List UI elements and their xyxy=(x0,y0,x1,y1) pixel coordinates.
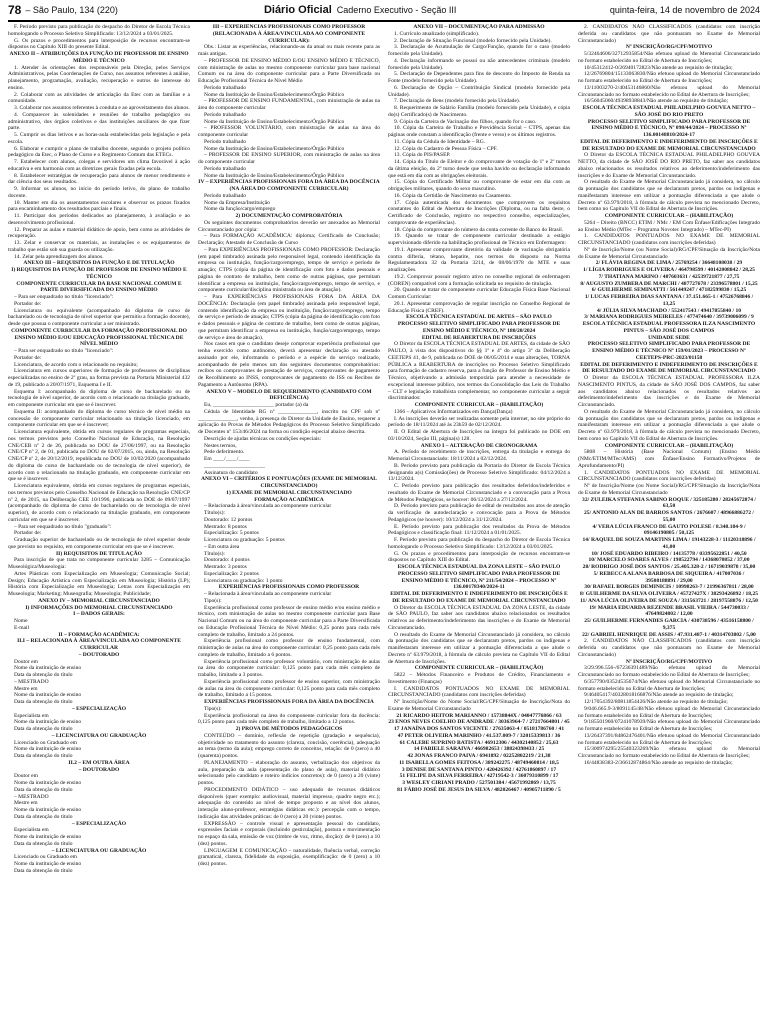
paragraph: 3 WESLEY CIRIANI PRADO / 527501384 / 45671992869 / 13,75 xyxy=(402,780,556,786)
paragraph: Mestrado: 8 pontos xyxy=(204,523,247,530)
paragraph: 5/32464606/32712935854/Não efetuou upload do Memorial Circunstanciado no formato estabelecido no Edital de Abertura de Inscrições; xyxy=(578,51,760,64)
city-edition: – São Paulo, 134 (220) xyxy=(25,5,118,15)
paragraph: Doutor em xyxy=(14,773,38,780)
paragraph: EDITAL DE DEFERIMENTO E INDEFERIMENTO DE INSCRIÇÕES E DE RESULTADO DO EXAME DE MEMORIAL CIRCUNSTANCIADO xyxy=(390,591,568,604)
paragraph: Mestre em xyxy=(14,685,38,692)
paragraph: Data da obtenção do título xyxy=(14,672,73,678)
paragraph: Nome da instituição de ensino xyxy=(14,861,82,867)
paragraph: I. As inscrições deverão ser realizadas somente pela internet, no site próprio do período de 18/11/2024 até às 23h59 de 02/12/2024. xyxy=(388,415,570,429)
text-column-4 xyxy=(578,24,760,1020)
paragraph: 13/26437391/84862476401/Não efetuou upload do Memorial Circunstanciado no formato estabelecido no Edital de Abertura de Inscrições; xyxy=(578,732,760,746)
paragraph: 9. Cópia da Carteira de Vacinação dos filhos, quando for o caso. xyxy=(394,118,537,125)
paragraph: Tipo(s): xyxy=(204,597,222,604)
paragraph: Eu, ______________________ portador (a) da xyxy=(204,402,309,408)
paragraph: EDITAL DE DEFERIMENTO E INDEFERIMENTO DE INSCRIÇÕES E DE RESULTADO DO EXAME DE MEMORIAL CIRCUNSTANCIADO xyxy=(580,138,758,152)
paragraph: – PROFESSOR DE ENSINO FUNDAMENTAL, com ministração de aulas na área do componente curricular xyxy=(198,98,380,111)
paragraph: Esquema II: acompanhado do diploma de curso técnico de nível médio na concessão de componente curricular relacionado na titulação licenciado, em componente curricular em que se é inscrever; xyxy=(8,408,190,429)
paragraph: Os seguintes documentos comprobatórios deverão ser anexados ao Memorial Circunstanciado por cópia: xyxy=(198,219,380,233)
paragraph: 12. Cópia do Cadastro de Pessoa Física – CPF. xyxy=(394,145,498,152)
paragraph: Experiência profissional como professor de ensino superior, com ministração de aulas na área do componente curricular: 0,125 ponto para cada mês completo de trabalho, limitado a 15 pontos. xyxy=(198,678,380,699)
paragraph: 2) PROVA DE MÉTODOS PEDAGÓGICOS xyxy=(235,726,343,732)
paragraph: 14. Cópia do Título de Eleitor e do comprovante de votação do 1º e 2º turnos da última eleição, do 2º turno desde que tenha havido ou declaração informando que está em dia com as obrigações eleitorais. xyxy=(388,159,570,179)
paragraph: Licenciatura ou graduação: 5 pontos xyxy=(204,537,285,543)
paragraph: Experiência profissional na área do componente curricular fora da docência: 0,125 ponto para cada mês completo de trabalho, limitado a 12 pontos. xyxy=(198,712,380,726)
paragraph: Data da obtenção do título xyxy=(14,840,73,847)
paragraph: O Diretor da ESCOLA TÉCNICA ESTADUAL DA ZONA LESTE, da cidade de SÃO PAULO, faz saber aos candidatos abaixo relacionados os resultados relativos ao deferimento/indeferimento das inscrições e do Exame de Memorial Circunstanciado. xyxy=(388,604,570,631)
paragraph: – DOUTORADO xyxy=(78,766,120,773)
text-column-2 xyxy=(198,24,380,1020)
paragraph: ANEXO VII – DOCUMENTAÇÃO PARA ADMISSÃO xyxy=(413,24,545,30)
paragraph: 5808 – História (Base Nacional Comum) (Ensino Médio (NMc/ETIM/MTec/AMS) com Ênfase/Ensino Formativo/Projetos de Aprofundamento/PI) xyxy=(578,449,760,469)
paragraph: Nome da Instituição de Ensino/Estabelecimento/Órgão Público xyxy=(204,118,345,125)
paragraph: 17 JANAÍNA DOS SANTOS VICENTE / 27635063-4 / 05181786760 / 41 xyxy=(393,726,565,732)
paragraph: 3. Declaração de Acumulação de Cargo/Função, quando for o caso (modelo fornecido pela Unidade). xyxy=(388,44,570,57)
paragraph: 1366 – Aplicativos Informatizados em Dança(Dança) xyxy=(394,408,513,415)
paragraph: 20. Quando se tratar do componente curricular Educação Física Base Nacional Comum Curricular: xyxy=(388,287,570,300)
paragraph: Experiência profissional como professor voluntário, com ministração de aulas na área do componente curricular: 0,125 ponto para cada mês completo de trabalho, limitado a 3 pontos. xyxy=(198,658,380,678)
paragraph: 13. Zelar e conservar os materiais, as instalações e os equipamentos de trabalho que estão sob sua guarda ou utilização. xyxy=(8,240,190,253)
paragraph: Licenciado ou Graduado em xyxy=(14,854,77,861)
paragraph: 5264 – Direito (BNCC) ETIM / NMc / EM Com Ênfase/Edificações Integrado ao Ensino Médio (MTec – Programa Novotec Integrado) – MTec-PI) xyxy=(578,219,760,233)
text-column-1 xyxy=(8,24,190,1020)
paragraph: I) REQUISITOS DA FUNÇÃO DE PROFESSOR DE ENSINO MÉDIO E TÉCNICO xyxy=(11,267,187,280)
paragraph: 11. Participar dos períodos dedicados ao planejamento, à avaliação e ao desenvolvimento profissional. xyxy=(8,213,190,226)
paragraph: – LICENCIATURA OU GRADUAÇÃO xyxy=(51,732,147,739)
paragraph: Esquema I: acompanhado do diploma de curso de bacharelado ou de tecnologia de nível superior, de acordo com o relacionado na titulação graduado, em componente curricular em que se é inscrever. xyxy=(8,388,190,408)
paragraph: PROCESSO SELETIVO SIMPLIFICADO PARA PROFESSOR DE ENSINO MÉDIO E TÉCNICO, Nº 211/54/2024 – PROCESSO Nº 136.00178340/2024-11 xyxy=(397,570,561,591)
paragraph: I. CANDIDATOS PONTUADOS NO EXAME DE MEMORIAL CIRCUNSTANCIADO (candidatos com inscrições deferidas) xyxy=(388,685,570,699)
paragraph: 2/ FLÁVIA REGINA DE LIMA / 25769254 / 36648108038 / 29 xyxy=(595,260,743,267)
paragraph: Pede deferimento. xyxy=(204,449,245,456)
paragraph: 4. Declaração informando se possui ou não antecedentes criminais (modelo fornecido pela Unidade). xyxy=(388,57,570,71)
paragraph: – PROFESSOR DE ENSINO MÉDIO E/OU ENSINO MÉDIO E TÉCNICO, com ministração de aulas no mesmo componente curricular para base nacional Comum ou na área do componente curricular para a Parte Diversificada ou Educação Profissional Técnica de Nível Médio xyxy=(198,57,380,84)
paragraph: 51 FELIPE DA SILVA FERREIRA / 42719542-3 / 36079310899 / 17 xyxy=(399,773,559,780)
paragraph: Nome da Instituição de Ensino/Estabelecimento/Órgão Público xyxy=(204,145,345,152)
paragraph: ESCOLA TÉCNICA ESTADUAL DE ARTES – SÃO PAULO xyxy=(406,314,552,321)
paragraph: COMPONENTE CURRICULAR DA FORMAÇÃO PROFISSIONAL DO ENSINO MÉDIO E/OU EDUCAÇÃO PROFISSIONAL TÉCNICA DE NÍVEL MÉDIO xyxy=(11,327,187,348)
paragraph: PROCESSO SELETIVO SIMPLIFICADO PARA PROFESSOR DE ENSINO MÉDIO E TÉCNICO, Nº 180/20/2024 xyxy=(397,321,561,334)
paragraph: 81 FÁBIO JOSÉ DE JESUS DA SILVA / 482026467 / 40905711890 / 5 xyxy=(397,786,561,793)
paragraph: 19/ MARIA EDUARDA REZENDE BRASIL VIEIRA / 544730033 / 47649824802 / 12,00 xyxy=(589,604,749,618)
paragraph: PROCESSO SELETIVO SIMPLIFICADO PARA PROFESSOR DE ENSINO MÉDIO E TÉCNICO, Nº 098/44/2024 – PROCESSO Nº 136.00148810/2024-17 xyxy=(587,118,751,138)
paragraph: ______________________ xyxy=(204,462,266,469)
paragraph: Graduação superior de bacharelado ou de tecnologia de nível superior desde que previsto no requisito, em componente curricular em que se é inscrever. xyxy=(8,537,190,550)
paragraph: 2) DOCUMENTAÇÃO COMPROBATÓRIA xyxy=(235,213,343,219)
paragraph: 19.2. Comprovar possuir registro ativo no conselho regional de enfermagem (COREN) compatível com a formação solicitada no requisito de titulação. xyxy=(388,273,570,287)
paragraph: – Relacionada à área/vinculada ao componente curricular xyxy=(204,591,332,597)
paragraph: Nome da instituição de ensino xyxy=(14,834,82,840)
paragraph: Nome da instituição de ensino xyxy=(14,665,82,672)
paragraph: Nome da Instituição de Ensino/Estabelecimento/Órgão Público xyxy=(204,91,345,98)
paragraph: ANEXO IV – MEMORIAL CIRCUNSTANCIADO xyxy=(38,597,160,604)
paragraph: O resultado do Exame de Memorial Circunstanciado já considera, no cálculo da pontuação dos candidatos que se declararam pretos, pardos ou indígenas e manifestaram interesse em utilizar a pontuação diferenciada a que alude o Decreto nº 63.979/2018, à fórmula de cálculo prevista no Capítulo VII do Edital de Abertura de Inscrições. xyxy=(388,631,570,665)
paragraph: ANEXO V – MODELO DE REQUERIMENTO (CANDIDATO COM DEFICIÊNCIA) xyxy=(206,388,372,402)
paragraph: EDITAL DE REABERTURA DE INSCRIÇÕES xyxy=(421,334,537,341)
paragraph: Mestre em xyxy=(14,800,38,807)
paragraph: 6. Declaração de Opção – Contribuição Sindical (modelo fornecido pela Unidade). xyxy=(388,84,570,98)
paragraph: Nº INSCRIÇÃO/RG/CPF/MOTIVO xyxy=(625,44,713,51)
paragraph: 12/17054392/80811854426/Não atende ao requisito de titulação; xyxy=(584,699,728,705)
paragraph: Nome xyxy=(14,618,28,624)
paragraph: 6. Elaborar e cumprir o plano de trabalho docente, segundo o projeto político pedagógico da Etec, o Plano de Curso e o Regimento Comum das ETECs. xyxy=(8,145,190,159)
paragraph: 4. Comparecer às solenidades e reuniões de trabalho pedagógico ou administrativo, dos órgãos coletivos e das instituições auxiliares de que fizer parte. xyxy=(8,111,190,132)
paragraph: 10. Manter em dia os assentamentos escolares e observar os prazos fixados para encaminhamento dos resultados parciais e finais. xyxy=(8,199,190,213)
paragraph: – Para ser enquadrado no título "licenciado": xyxy=(14,348,114,354)
paragraph: Tipo(s): xyxy=(204,705,222,712)
paragraph: Período trabalhado xyxy=(204,84,247,91)
paragraph: COMPONENTE CURRICULAR – (HABILITAÇÃO) xyxy=(414,665,544,672)
paragraph: 1/ LÍGIA RODRIGUES E OLIVEIRA / 464798599 / 40142008842 / 28,25 xyxy=(583,267,755,273)
paragraph: 13. Cópia do PIS/PASEP. xyxy=(394,152,451,159)
paragraph: 2. Colaborar com as atividades de articulação da Etec com as famílias e a comunidade. xyxy=(8,91,190,105)
paragraph: O Diretor da ESCOLA TÉCNICA ESTADUAL DE ARTES, da cidade de SÃO PAULO, à vista dos dispositivos do §§ 1º e 4º do artigo 3º da Deliberação CEETEPS 41, de 9, publicada no DOE de 06/05/2014 e suas alterações, TORNA PÚBLICA a REABERTURA de inscrições no Processo Seletivo Simplificado para formação de cadastro reserva, para a função de Professor de Ensino Médio e Técnico, objetivando a admissão temporária para atender a necessidade de excepcional interesse público, nos termos da Consolidação das Leis do Trabalho – CLT e legislação trabalhista complementar, no componente curricular a seguir discriminados: xyxy=(388,341,570,402)
paragraph: 3/29.996.556-/67236391489/Não efetuou upload do Memorial Circunstanciado no formato estabelecido no Edital de Abertura de Inscrições; xyxy=(578,665,760,678)
paragraph: Doutor em xyxy=(14,658,38,665)
paragraph: ESCOLA TÉCNICA ESTADUAL PROFESSORA ILZA NASCIMENTO PINTUS – SÃO JOSÉ DOS CAMPOS xyxy=(582,321,756,334)
paragraph: Doutorado: 12 pontos xyxy=(204,516,253,523)
paragraph: 3. Colaborar nos assuntos referentes à conduta e ao aproveitamento dos alunos. xyxy=(14,105,190,111)
paragraph: Portador de: xyxy=(14,300,42,307)
paragraph: Licenciatura ou equivalente (acompanhado do diploma de curso de bacharelado ou de tecnologia de nível superior que permitiu a formação docente), desde que possua o componente curricular a ser ministrado. xyxy=(8,307,190,327)
paragraph: 14 FABIELE SARAIVA / 466982653 / 38824398433 / 25 xyxy=(413,746,545,753)
paragraph: Nos casos em que o candidato deseje comprovar experiência profissional que tenha exercido como autônomo, deverá apresentar declaração ou atestado assinado por ele, informando o período e a espécie do serviço realizado, acompanhado de pelo menos um dos seguintes documentos comprobatórios: recibos ou comprovantes de prestação de serviços, comprovantes de pagamento de Recolhimento ao INSS, comprovantes de pagamento do ISS ou Recibos de Pagamento a Autônomo (RPA). xyxy=(198,341,380,388)
article-columns xyxy=(8,24,760,1020)
paragraph: Título(s): xyxy=(204,550,225,557)
paragraph: Período trabalhado xyxy=(204,192,247,199)
paragraph: Mestrado: 3 pontos xyxy=(204,564,247,570)
paragraph: Data da obtenção do título xyxy=(14,699,73,705)
paragraph: 15/300974295/25540323269/Não efetuou upload do Memorial Circunstanciado no formato estabelecido no Edital de Abertura de Inscrições; xyxy=(578,746,760,759)
paragraph: CONTEÚDO – domínio, reflexão de repetição (gradação e sequência), objetividade no tratamento do assunto (clareza, concisão, coerência), adequação ao tema (termo da aula); emprego correto de conceitos, relação: de 0 (zero) a 40 (quarenta) pontos. xyxy=(198,732,380,759)
paragraph: Experiência profissional como professor de ensino fundamental, com ministração de aulas na área do componente curricular: 0,25 ponto para cada mês completo de trabalho, limitado a 6 pontos. xyxy=(198,638,380,658)
paragraph: I) INFORMAÇÕES DO MEMORIAL CIRCUNSTANCIADO xyxy=(25,604,173,611)
paragraph: A. Período de recebimento de inscrições, entrega da titulação e entrega do Memorial Circunstanciado: 18/11/2024 a 02/12/2024. xyxy=(388,449,570,462)
paragraph: ESCOLA TÉCNICA ESTADUAL PHILADELPHO GOUVEA NETTO – SÃO JOSÉ DO RIO PRETO xyxy=(582,105,756,118)
paragraph: – MESTRADO xyxy=(14,793,49,800)
paragraph: F. Período previsto para publicação do despacho do Diretor de Escola Técnica homologando o Processo Seletivo Simplificado: 13/12/2024 a 03/01/2025. xyxy=(388,537,570,550)
paragraph: 11/ ANA LÚCIA OLIVEIRA DE SOUZA / 331563721 / 28197558876 / 12,50 xyxy=(580,597,758,604)
paragraph: G. Os prazos e procedimentos para interposição de recursos encontram-se dispostos no Capítulo XIII do Edital. xyxy=(388,550,570,564)
paragraph: 12/26769804/15133063830/Não efetuou upload do Memorial Circunstanciado no formato estabelecido no Edital de Abertura de Inscrições; xyxy=(578,71,760,84)
paragraph: 9/046.665.9-3/8091145/48/Não efetuou upload do Memorial Circunstanciado no formato estabelecido no Edital de Abertura de Inscrições; xyxy=(578,705,760,719)
paragraph: 25/ GUILHERME FERNANDES GARCIA / 430738596 / 43516158800 / 9,375 xyxy=(584,618,754,631)
paragraph: Licenciatura, de acordo com o relacionado no requisito; xyxy=(14,361,138,368)
paragraph: 11. Cópia da Cédula de Identidade – RG. xyxy=(394,138,486,145)
paragraph: Especialização: 2 pontos xyxy=(204,570,259,577)
paragraph: 20.1. Apresentar comprovação de regular inscrição no Conselho Regional de Educação Física (CREF). xyxy=(388,300,570,314)
paragraph: 3/ MARIANA RODRIGUES MEIRELES / 477474640 / 39739006099 / 9 xyxy=(584,314,754,321)
paragraph: – Para FORMAÇÃO ACADÊMICA: diploma; Certificado de Conclusão; Declaração; Atestado de Conclusão de Curso xyxy=(198,233,380,246)
paragraph: – Para ser enquadrado no título "graduado": xyxy=(14,523,112,530)
paragraph: 15. Cópia do Certificado Militar ou comprovante de estar em dia com as obrigações militares, quando do sexo masculino. xyxy=(388,179,570,192)
paragraph: ANEXO III – REQUISITOS DA FUNÇÃO E DE TITULAÇÃO xyxy=(23,260,175,267)
paragraph: – Para EXPERIÊNCIAS PROFISSIONAIS COMO PROFESSOR: Declaração (em papel timbrado) assinada pelo responsável legal, contendo identificação da empresa ou instituição, função/cargo/emprego, tempo de serviço e período de atuação; CTPS (cópia da página de identificação com foto e dados pessoais e página de contrato de trabalho, bem como de outras páginas, que permitam identificar a empresa ou instituição, função/cargo/emprego, tempo de serviço, e componente curricular/disciplina ministrada ou área de atuação). xyxy=(198,246,380,294)
paragraph: Período trabalhado xyxy=(204,138,247,145)
paragraph: PROCEDIMENTO DIDÁTICO – uso adequado de recursos didáticos disponíveis (quer exemplo: audiovisual, material impresso, quadro negro etc.); adequação do conteúdo ao nível de tempo proposto e ao nível dos alunos, interação aluno-professor, estratégias didáticas etc.): percepção com o tempo, indicação das atividades práticas: de 0 (zero) a 20 (vinte) pontos. xyxy=(198,786,380,820)
paragraph: Nome da instituição de ensino xyxy=(14,692,82,699)
paragraph: Nº de Inscrição/Nome (ou Nome Social)/RG/CPF/Situação da Inscrição/Nota do Exame de Memorial Circunstanciado xyxy=(578,246,760,260)
paragraph: I – DADOS GERAIS: xyxy=(73,611,125,618)
paragraph: 12. Preparar as aulas e material didático de apoio, bem como as atividades de recuperação. xyxy=(8,226,190,240)
paragraph: II – FORMAÇÃO ACADÊMICA: xyxy=(58,631,140,638)
paragraph: FORMAÇÃO ACADÊMICA xyxy=(254,496,324,503)
paragraph: G. Os prazos e procedimentos para interposição de recursos encontram-se dispostos no Capítulo XIII do presente Edital. xyxy=(8,37,190,51)
paragraph: 28/ RODRIGO JOSÉ DOS SANTOS / 25.405.328-2 / 16719039878 / 35,00 xyxy=(582,564,756,570)
paragraph: O resultado do Exame de Memorial Circunstanciado já considera, no cálculo da pontuação dos candidatos que se declararam pretos, pardos ou indígenas e manifestaram interesse em utilizar a pontuação diferenciada a que alude o Decreto nº 63.979/2018, à fórmula de cálculo prevista no mencionado Decreto, bem como no Capítulo VII do Edital de Abertura de Inscrições. xyxy=(578,408,760,442)
paragraph: Experiência profissional como professor de ensino médio e/ou ensino médio e técnico, com ministração de aulas no mesmo componente curricular para Base Nacional Comum ou na área do componente curricular para a Parte Diversificada ou Educação Profissional Técnica de Nível Médio: 0,25 ponto para cada mês completo de trabalho, limitado a 24 pontos. xyxy=(198,604,380,638)
paragraph: Em ____/____/____ xyxy=(204,456,250,462)
paragraph: Especialista em xyxy=(14,827,49,834)
paragraph: – MESTRADO xyxy=(14,678,49,685)
paragraph: 6/357790/03524535674/Não efetuou upload do Memorial Circunstanciado no formato estabelecido no Edital de Abertura de Inscrições; xyxy=(578,678,760,692)
paragraph: – LICENCIATURA OU GRADUAÇÃO xyxy=(51,847,147,854)
paragraph: 8. Estabelecer estratégias de recuperação para alunos de menor rendimento e dar ciência dos seus resultados. xyxy=(8,172,190,186)
text-column-3 xyxy=(388,24,570,1020)
paragraph: 7. Estabelecer com alunos, colegas e servidores um clima favorável à ação educativa e em harmonia com as diretrizes gerais fixadas pela escola. xyxy=(8,159,190,172)
paragraph: Data da obtenção do título xyxy=(14,786,73,793)
paragraph: – DOUTORADO xyxy=(78,651,120,658)
paragraph: PROCESSO SELETIVO SIMPLIFICADO PARA PROFESSOR DE ENSINO MÉDIO E TÉCNICO Nº 159/01/2023 – PROCESSO Nº CEETEPS-PRC-2023/01158 xyxy=(587,341,751,361)
paragraph: Nº Inscrição/Nome do Nome Social/RG/CPF/Situação de Inscrição/Nota do Exame de Memorial Circunstanciado xyxy=(388,699,570,712)
paragraph: – Para ser enquadrado no título "licenciado": xyxy=(14,294,114,300)
paragraph: 1. CANDIDATOS PONTUADOS NO EXAME DE MEMORIAL CIRCUNSTANCIADO (candidatos com inscrições deferidas) xyxy=(578,469,760,483)
paragraph: ANEXO VI – CRITÉRIOS E PONTUAÇÕES (EXAME DE MEMORIAL CIRCUNSTANCIADO) xyxy=(201,476,377,489)
paragraph: Especialista em xyxy=(14,712,49,719)
page-number: 78 xyxy=(8,3,22,17)
paragraph: 22/ GABRIEL HENRIQUE DE ASSIS / 47.931.487-1 / 40314703802 / 5,00 xyxy=(582,631,756,638)
paragraph: 8. Requerimento de Salário Família (modelo fornecido pela Unidade), e cópia do(s) Certificado(s) de Nascimento. xyxy=(388,105,570,118)
paragraph: 4/ VERA LÚCIA FRANCO DE GAUTO POLESE / 8.348.184-9 / 09146190805 / 50,125 xyxy=(592,523,746,537)
paragraph: Para inscrição de que trata no componente curricular 3285 – Comunicação Museológica/Museologia: xyxy=(8,557,190,570)
paragraph: Data da obtenção do título xyxy=(14,867,73,874)
paragraph: 10. Cópia da Carteira de Trabalho e Previdência Social – CTPS, apenas das páginas onde constam a identificação (frente e verso) e os últimos registros. xyxy=(388,125,570,138)
paragraph: 5. Declaração de Dependentes para fins de desconto do Imposto de Renda na Fonte (modelo fornecido pela Unidade). xyxy=(388,71,570,84)
paragraph: COMPONENTE CURRICULAR – (HABILITAÇÃO) xyxy=(604,442,734,449)
paragraph: 4/ JÚLIA SILVA MACHADO / 552417543 / 49417855840 / 10 xyxy=(596,307,742,314)
paragraph: 16. Cópia da Certidão de Nascimento ou Casamento. xyxy=(394,192,512,199)
paragraph: 2. CANDIDATOS NÃO CLASSIFICADOS (candidatos com inscrição deferida ou candidatos que não pontuaram no Exame de Memorial Circunstanciado) xyxy=(578,638,760,658)
paragraph: 3 DENISE DE SANTANA PINTO / 420426392 / 42761860897 / 17 xyxy=(401,766,557,773)
paragraph: 21 RICARDO HEITOR MARIANNO / 15738844X / 04047776866 / 63 xyxy=(396,712,562,719)
paragraph: – Para EXPERIÊNCIAS PROFISSIONAIS FORA DA ÁREA DA DOCÊNCIA: Declaração (em papel timbrado) assinada pelo responsável legal, contendo identificação da empresa ou instituição, função/cargo/emprego, tempo de serviço e período de atuação; CTPS (cópia da página de identificação com foto e dados pessoais e página de contrato de trabalho, bem como de outras páginas, que permitam identificar a empresa ou instituição, função/cargo/emprego, tempo de serviço e área de atuação). xyxy=(198,294,380,341)
paragraph: 6/ GUILHERME SEMINATTI / 561449247 / 47182599830 / 15,25 xyxy=(591,287,747,294)
paragraph: – PROFESSOR VOLUNTÁRIO, com ministração de aulas na área do componente curricular xyxy=(198,125,380,138)
paragraph: Doutorado: 4 pontos xyxy=(204,557,250,564)
paragraph: 2. CANDIDATOS NÃO CLASSIFICADOS (candidatos com inscrição deferida ou candidatos que não pontuaram no Exame de Memorial Circunstanciado) xyxy=(578,24,760,44)
paragraph: 5. Cumprir os dias letivos e as horas-aula estabelecidas pela legislação e pela escola. xyxy=(8,132,190,145)
paragraph: 1) EXAME DE MEMORIAL CIRCUNSTANCIADO xyxy=(226,489,352,496)
paragraph: Portador de: xyxy=(14,354,42,361)
paragraph: 19. Quando se tratar de componente curricular destinado a estágio supervisionado diferido na habilitação profissional de Técnico em Enfermagem: xyxy=(388,233,570,246)
paragraph: Licenciatura em cursos superiores de formação de professores de disciplinas especializadas no ensino de 2º grau, na forma prevista na Portaria Ministerial 432 de 19, publicado a 20/07/1971, Esquema I e II. xyxy=(8,368,190,388)
paragraph: Cédula de Identidade RG nº ______________, inscrito no CPF sob nº ______________, venho, à presença do Diretor da Unidade de Ensino, requerer a aplicação do Provas de Métodos Pedagógicos do Processo Seletivo Simplificado de Docentes nº 153/46/2024 na forma ou condição especial abaixo descrita. xyxy=(198,408,380,435)
paragraph: Nº INSCRIÇÃO/RG/CPF/MOTIVO xyxy=(625,658,713,665)
paragraph: C. Período previsto para publicação dos resultados deferidos/indeferidos e resultado do Exame de Memorial Circunstanciado e a convocação para a Prova de Métodos Pedagógicos, se houver: 06/12/2024 a 27/12/2024. xyxy=(388,483,570,503)
paragraph: Licenciatura equivalente, obtida em cursos regulares de programas especiais, nos termos previstos pelo Conselho Nacional de Educação, na Resolução CNE/CEB nº 2 de 26, publicada no DOU de 27/06/1997, ou na Resolução CNE/CP nº 2, de 01, publicada no DOU de 02/07/2015, ou, ainda, na Resolução CNE/CP nº 2, de 20/12/2019, republicada no DOU de 10/02/2020 (acompanhado do diploma do curso de bacharelado ou de tecnologia de nível superior), de acordo com o relacionado na titulação graduado, em componente curricular em que se é inscrever. xyxy=(8,429,190,483)
paragraph: 7/ THATIANA MARINO / 487603631 / 42539721877 / 27,75 xyxy=(598,273,740,280)
paragraph: 19.1. Apresentar comprovante diretório da validade de vacinação obrigatória contra difteria, tétano, hepatite, nos termos do disposto na Norma Regulamentadora 32 da Portaria 3214, de 08/06/1978 do MTE e suas atualizações. xyxy=(388,246,570,273)
page-header xyxy=(8,0,760,22)
paragraph: Especialização: 5 pontos xyxy=(204,530,259,537)
paragraph: Data da obtenção do título xyxy=(14,726,73,732)
paragraph: 30/ RAFAEL BORGES DEMINICIS / 10998263-7 / 21996367811 / 28,00 xyxy=(584,584,754,591)
paragraph: E-mail xyxy=(14,624,30,631)
paragraph: 9/185501960/07241078939/Não efetuou upload do Memorial Circunstanciado no formato estabelecido no Edital de Abertura de Inscrições; xyxy=(578,719,760,732)
paragraph: Artes Plásticas com Especialização em Museologia; Comunicação Social; Design; Educação Artística com Especialização em Museologia; História (LP); História com Especialização em Museologia; Letras com Especialização em Museologia; Marketing; Museografia; Museologia; Publicidade; xyxy=(8,570,190,597)
paragraph: ANEXO II – ATRIBUIÇÕES DA FUNÇÃO DE PROFESSOR DE ENSINO MÉDIO E TÉCNICO xyxy=(9,51,189,64)
paragraph: 14/ RAQUEL DE SOUZA MARTINS LIMA / 19143228-3 / 11120318896 / 41,00 xyxy=(582,537,756,550)
paragraph: 47 PETER OLIVEIRA MARINHO / 41.537.009-7 / 32015339813 / 36 xyxy=(397,732,561,739)
paragraph: EDITAL DE DEFERIMENTO E INDEFERIMENTO DE INSCRIÇÕES E DE RESULTADO DO EXAME DE MEMORIAL CIRCUNSTANCIADO xyxy=(580,361,758,375)
paragraph: COMPONENTE CURRICULAR – (HABILITAÇÃO) xyxy=(414,402,544,408)
paragraph: Nome da função/cargo/emprego xyxy=(204,206,276,213)
paragraph: 2. Declaração de Situação Funcional (modelo fornecido pela Unidade). xyxy=(394,37,552,44)
paragraph: Nome da Empresa/Instituição xyxy=(204,199,270,206)
paragraph: – PROFESSOR DE ENSINO SUPERIOR, com ministração de aulas na área do componente curricular xyxy=(198,152,380,165)
paragraph: Descrição de ajudas técnicas ou condições especiais: xyxy=(204,435,322,442)
paragraph: 16/56045060/49398938843/Não atende ao requisito de titulação; xyxy=(584,98,729,105)
paragraph: 18. Cópia do comprovante do número da conta corrente do Banco do Brasil. xyxy=(394,226,564,233)
paragraph: 1. Currículo atualizado (simplificado). xyxy=(394,30,480,37)
paragraph: Nome da instituição de ensino xyxy=(14,807,82,813)
paragraph: 42 JONAS FRANCO PAIVA / 6941892 / 02252802219 / 21,38 xyxy=(407,753,551,759)
paragraph: Período trabalhado xyxy=(204,165,247,172)
paragraph: COMPONENTE CURRICULAR – (HABILITAÇÃO) xyxy=(604,213,734,219)
paragraph: EXPERIÊNCIAS PROFISSIONAIS FORA DA ÁREA DA DOCÊNCIA xyxy=(204,699,374,705)
paragraph: ANEXO I – ALTERAÇÃO DE CRONOGRAMA xyxy=(420,442,538,449)
paragraph: O Diretor da ESCOLA TÉCNICA ESTADUAL PHILADELPHO GOUVEA NETTO, da cidade de SÃO JOSÉ DO RIO PRETO, faz saber aos candidatos abaixo relacionados os resultados relativos ao deferimento/indeferimento das inscrições e do Exame de Memorial Circunstanciado. xyxy=(578,152,760,179)
paragraph: PLANEJAMENTO – elaboração do assunto, verbalização dos objetivos da aula, preparação da aula (apresentação do plano de aula), material didático selecionado pelo candidato e roteiro indícios concretos): de 0 (zero) a 20 (vinte) pontos. xyxy=(198,759,380,786)
issue-date: quinta-feira, 14 de novembro de 2024 xyxy=(609,5,760,15)
paragraph: 8/ AUGUSTO ZUMBERA DE MARCHI / 487727678 / 23396578801 / 15,25 xyxy=(580,280,758,287)
paragraph: Licenciatura equivalente, obtida em cursos regulares de programas especiais, nos termos previstos pelo Conselho Nacional de Educação na Resolução CNE/CP nº 2, de 2015, na Deliberação CEE 10/1996, publicada no DOE de 09/07/1997 (acompanhado do diploma de curso de bacharelado ou de tecnologia de nível superior), de acordo com o relacionado na titulação graduado, em componente curricular em que se é inscrever. xyxy=(8,483,190,523)
paragraph: Nº de Inscrição/Nome (ou Nome Social)/RG/CPF/Situação da Inscrição/Nota do Exame de Memorial Circunstanciado xyxy=(578,483,760,496)
paragraph: EXPRESSÃO – controle visual e apresentação pessoal do candidato, expressões faciais e corporais (incluindo gesticulação), postura e movimentação no espaço da sala, emissão de voz (timbre de voz, ritmo, dicção): de 0 (zero) a 10 (dez) pontos. xyxy=(198,820,380,847)
paragraph: UNIDADE SEDE xyxy=(648,334,690,341)
paragraph: – Em outra área xyxy=(204,543,240,550)
paragraph: – ESPECIALIZAÇÃO xyxy=(71,820,127,827)
paragraph: – Relacionada à área/vinculada ao componente curricular xyxy=(204,503,332,510)
paragraph: Data da obtenção do título xyxy=(14,753,73,759)
paragraph: O Diretor da ESCOLA TÉCNICA ESTADUAL PROFESSORA ILZA NASCIMENTO PINTUS, da cidade de SÃO JOSÉ DOS CAMPOS, faz saber aos candidatos abaixo relacionados os resultados relativos ao deferimento/indeferimento das inscrições e do Exame de Memorial Circunstanciado. xyxy=(578,375,760,408)
paragraph: 7. Declaração de Bens (modelo fornecido pela Unidade). xyxy=(394,98,521,105)
paragraph: Nestes termos, xyxy=(204,442,237,449)
paragraph: 1. CANDIDATOS PONTUADOS NO EXAME DE MEMORIAL CIRCUNSTANCIADO (candidatos com inscrições deferidas) xyxy=(578,233,760,246)
paragraph: Licenciado ou Graduado em xyxy=(14,739,77,746)
paragraph: 1. Atender às orientações dos responsáveis pela Direção, pelos Serviços Administrativos, pelas Coordenações de Curso, nos assuntos referentes à análise, planejamento, programação, avaliação, recuperação e outros de interesse do ensino. xyxy=(8,64,190,91)
paragraph: Licenciatura ou graduação: 1 ponto xyxy=(204,577,283,584)
paragraph: Portador de: xyxy=(14,530,42,537)
paragraph: F. Período previsto para publicação do despacho do Diretor de Escola Técnica homologando o Processo Seletivo Simplificado: 13/12/2024 a 03/01/2025. xyxy=(8,24,190,37)
paragraph: II.2 – EM OUTRA ÁREA xyxy=(68,759,130,766)
paragraph: 5822 – Métodos Financeiro e Produtos de Crédito, Financiamento e Investimento (Finanças) xyxy=(388,672,570,685)
paragraph: 11 ISABELLA GOMES FEITOSA / 389242275 / 48749460814 / 18,5 xyxy=(399,759,559,766)
paragraph: 14. Zelar pela aprendizagem dos alunos. xyxy=(14,253,104,260)
paragraph: ESCOLA TÉCNICA ESTADUAL DA ZONA LESTE – SÃO PAULO xyxy=(397,564,561,570)
paragraph: O resultado do Exame de Memorial Circunstanciado já considera, no cálculo da pontuação dos candidatos que se declararam pretos, pardos ou indígenas e manifestaram interesse em utilizar a pontuação diferenciada a que alude o Decreto nº 63.979/2018, à fórmula de cálculo prevista no mencionado Decreto, bem como no Capítulo VII do Edital de Abertura de Inscrições. xyxy=(578,179,760,213)
paragraph: D. Período previsto para publicação de edital de resultados aos atos de atenção da verificação de autodeclaração e convocação para a Prova de Métodos Pedagógicos (se houver): 10/12/2024 a 31/12/2024. xyxy=(388,503,570,523)
paragraph: E. Período previsto para publicação dos resultados da Prova de Métodos Pedagógicos e classificação final: 11/12/2024 a 01/01/2025. xyxy=(388,523,570,537)
paragraph: Obs.: Listar as experiências, relacionando-as da atual ou mais recente para as mais antigas. xyxy=(198,44,380,57)
paragraph: 8/ GUILHERME DA SILVA OLIVEIRA / 45727427X / 38293426892 / 18,25 xyxy=(580,591,758,597)
paragraph: LINGUAGEM E COMUNICAÇÃO – naturalidade, fluência verbal, correção gramatical, clareza, fidelidade da exposição, exemplificação: de 0 (zero) a 10 (dez) pontos. xyxy=(198,847,380,867)
paragraph: 13/11003270-2/40453146860/Não efetuou upload do Memorial Circunstanciado no formato estabelecido no Edital de Abertura de Inscrições; xyxy=(578,84,760,98)
paragraph: – ESPECIALIZAÇÃO xyxy=(71,705,127,712)
paragraph: COMPONENTE CURRICULAR DA BASE NACIONAL COMUM E PARTE DIVERSIFICADA DO ENSINO MÉDIO xyxy=(16,280,182,294)
paragraph: 61 CALEBE SUPRINO BATISTA / 46912306 / 44302140852 / 25,63 xyxy=(399,739,559,746)
paragraph: Assinatura do candidato xyxy=(204,469,258,476)
paragraph: 32/ ZULEIKA STEFANIA SABINO ROQUE / 325185280 / 28245672874 / 63,50 xyxy=(582,496,756,510)
paragraph: 23 ENOS NEVES COELHO DE ANDRADE / 30363964-7 / 27217664801 / 45 xyxy=(388,719,570,726)
paragraph: EXPERIÊNCIAS PROFISSIONAIS COMO PROFESSOR xyxy=(218,584,360,591)
section-name: Caderno Executivo - Seção III xyxy=(336,5,457,15)
paragraph: Data da obtenção do título xyxy=(14,813,73,820)
paragraph: 10/ JOSÉ EDUARDO RIBEIRO / 14135778 / 03395622851 / 40,50 xyxy=(591,550,747,557)
paragraph: III – EXPERIÊNCIAS PROFISSIONAIS COMO PROFESSOR (RELACIONADA À ÁREA/VINCULADA AO COMPONENTE CURRICULAR): xyxy=(212,24,366,44)
paragraph: IV – EXPERIÊNCIAS PROFISSIONAIS FORA DA ÁREA DA DOCÊNCIA (NA ÁREA DO COMPONENTE CURRICULAR) xyxy=(198,179,380,192)
paragraph: Nome da instituição de ensino xyxy=(14,719,82,726)
paragraph: 25/ ANTONIO ALAN DE BARROS SANTOS / 2676607 / 48966886272 / 55,00 xyxy=(584,510,754,523)
paragraph: II.I – RELACIONADA À ÁREA/VINCULADA AO COMPONENTE CURRICULAR xyxy=(17,638,181,651)
paragraph: Período trabalhado xyxy=(204,111,247,118)
paragraph: 16/44838383-2/36612874864/Não atende ao requisito de titulação; xyxy=(584,759,733,766)
paragraph: 9/46405417/40328018166876/Não atende ao requisito de titulação; xyxy=(584,692,734,699)
paragraph: 1/ LUCAS FERREIRA DIAS SANTANA / 37.151.665-1 / 47526768846 / 13,25 xyxy=(584,294,754,307)
paragraph: 5/ REBECCA ALANA BARBOSA DE SIQUEIRA / 417007036 / 39508188891 / 29,00 xyxy=(593,570,745,584)
paragraph: Nome da instituição de ensino xyxy=(14,746,82,753)
paragraph: 10/ MARCELO SOARES ALVES / 198522794 / 14368070852 / 37,00 xyxy=(588,557,750,564)
paragraph: 10/45312412-0/26940172823/Não atende ao requisito de titulação; xyxy=(584,64,733,71)
paragraph: II) REQUISITOS DE TITULAÇÃO xyxy=(56,550,142,557)
paragraph: 9. Informar os alunos, no início do período letivo, do plano de trabalho docente. xyxy=(8,186,190,199)
paragraph: B. Período previsto para publicação da Portaria do Diretor de Escola Técnica designando a(s) Comissão(ões) de Processo Seletivo Simplificado: 04/12/2024 a 13/12/2024. xyxy=(388,462,570,483)
paragraph: Nome da instituição de ensino xyxy=(14,780,82,786)
paragraph: II. O Edital de Abertura de Inscrições na íntegra foi publicado no DOE em 03/10/2024, Seção III, página(s) 128. xyxy=(388,429,570,442)
paragraph: Título(s): xyxy=(204,510,225,516)
paper-name: Diário Oficial xyxy=(263,4,332,16)
paragraph: 17. Cópia autenticada dos documentos que comprovem os requisitos constantes do Edital de Abertura de Inscrições (Diploma, ou na falta deste, o Certificado de Conclusão, registro no respectivo conselho, especializações, comprovante de experiências). xyxy=(388,199,570,226)
paragraph: Nome da Instituição de Ensino/Estabelecimento/Órgão Público xyxy=(204,172,345,179)
